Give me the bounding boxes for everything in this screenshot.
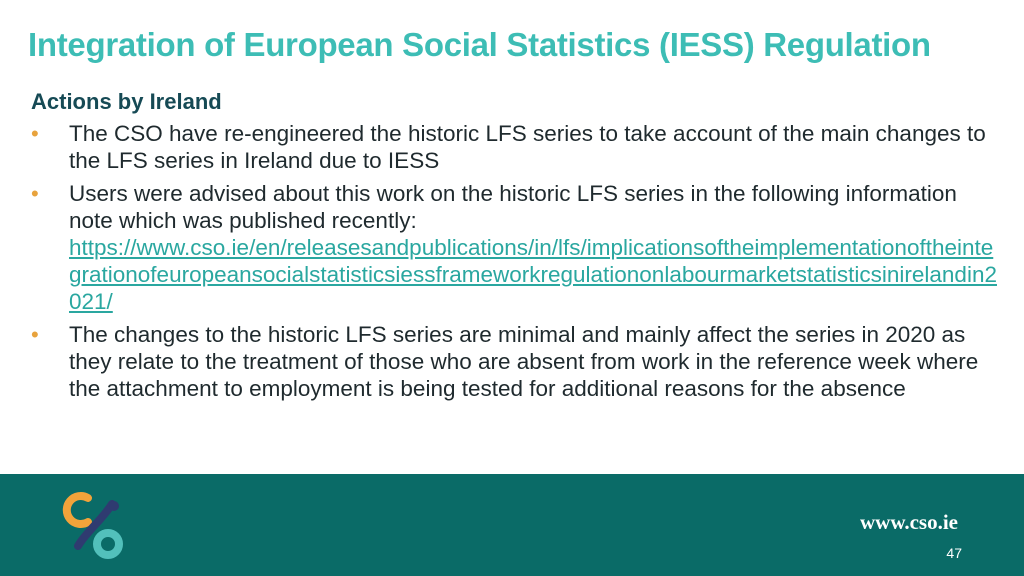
slide-title: Integration of European Social Statistics (IESS) Regulation — [28, 26, 931, 63]
page-number: 47 — [946, 545, 962, 561]
slide-content — [31, 86, 1001, 408]
bullet-icon: • — [31, 121, 39, 146]
bullet-text: Users were advised about this work on the historic LFS series in the following information note which was published recently: — [69, 181, 957, 233]
bullet-item-2 — [31, 180, 1001, 315]
bullet-text: The CSO have re-engineered the historic LFS series to take account of the main changes to the LFS series in Ireland due to IESS — [69, 121, 986, 173]
bullet-item-3 — [31, 321, 1001, 402]
bullet-icon: • — [31, 181, 39, 206]
cso-logo-icon — [62, 490, 126, 562]
website-url: www.cso.ie — [860, 510, 958, 534]
footer-bar — [0, 474, 1024, 576]
bullet-text: The changes to the historic LFS series are minimal and mainly affect the series in 2020 as they relate to the treatment of those who are absent from work in the reference week where the attachment to employment is being tested for additional reasons for the absence — [69, 322, 979, 401]
information-note-link[interactable]: https://www.cso.ie/en/releasesandpublications/in/lfs/implicationsoftheimplementationoftheintegrationofeuropeansocialstatisticsiessframeworkregulationonlabourmarketstatisticsinirelandin2021/ — [69, 235, 997, 314]
section-heading: Actions by Ireland — [31, 89, 222, 114]
bullet-item-1 — [31, 120, 1001, 174]
bullet-list — [31, 120, 1001, 402]
bullet-icon: • — [31, 322, 39, 347]
